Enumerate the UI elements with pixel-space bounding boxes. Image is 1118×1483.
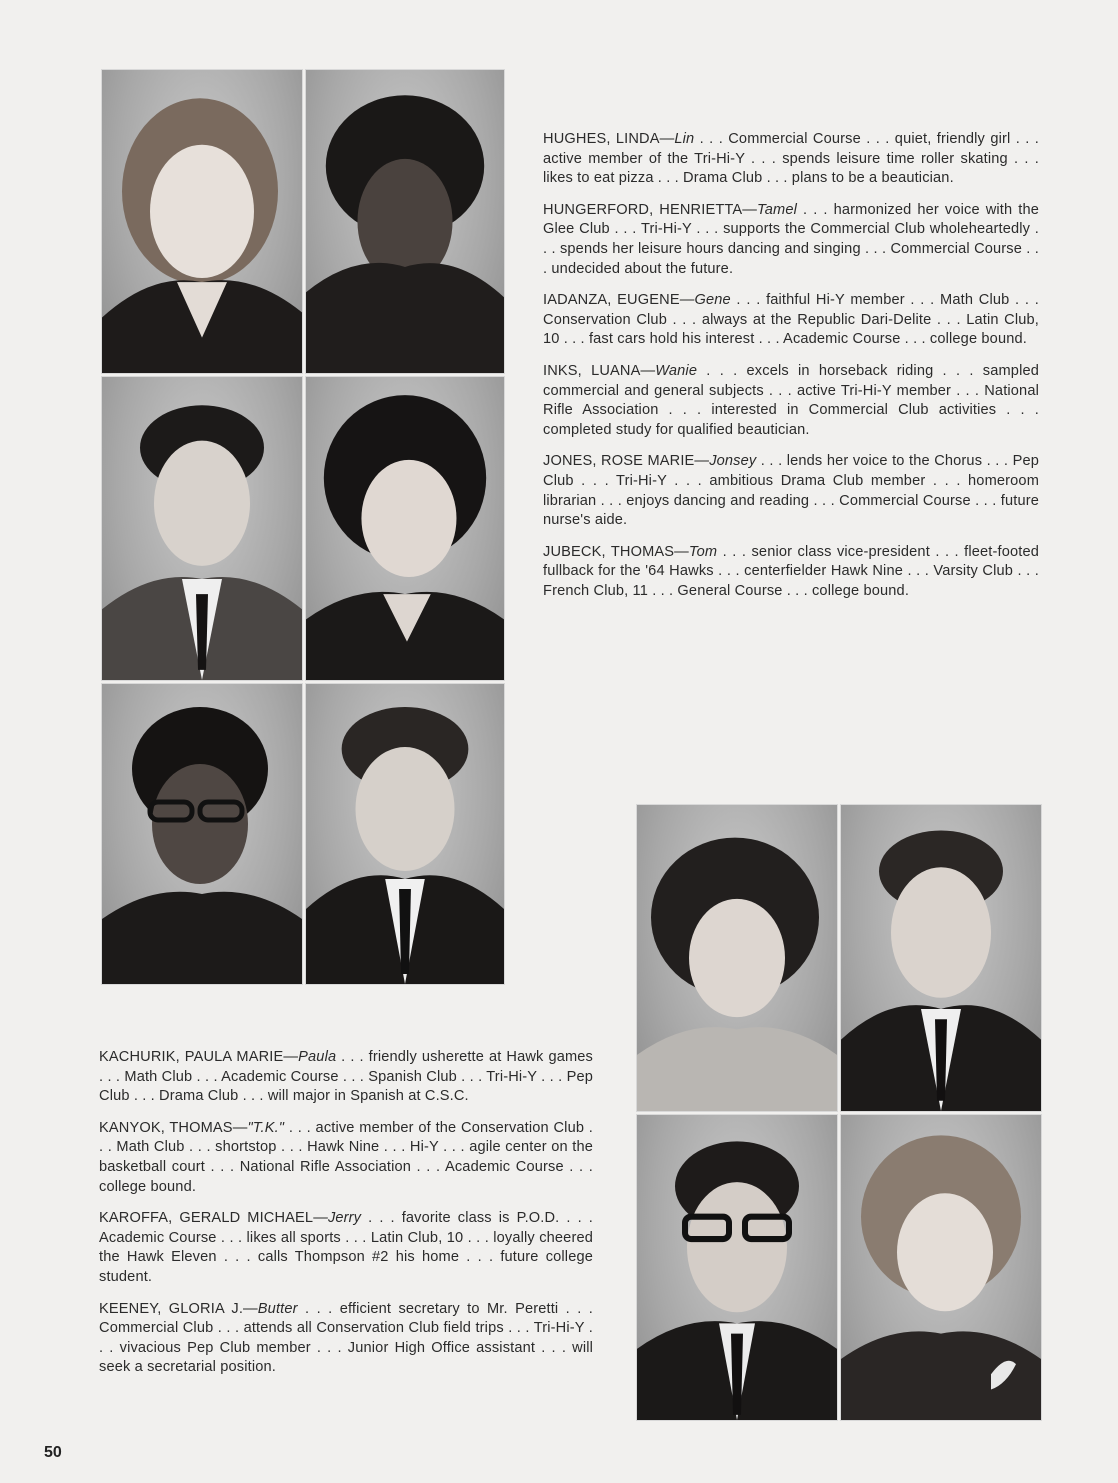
portrait-jubeck-thomas (305, 683, 505, 985)
bio-hungerford-henrietta: HUNGERFORD, HENRIETTA—Tamel . . . harmonized her voice with the Glee Club . . . Tri-Hi-Y . . . supports the Commercial Club wholeheartedly . . . spends her leisure hours dancing and singing . . . Commercial Course . . . undecided about the future. (543, 201, 1040, 277)
bio-kachurik-paula-marie: KACHURIK, PAULA MARIE—Paula . . . friendly usherette at Hawk games . . . Math Club . . . Academic Course . . . Spanish Club . . . Tri-Hi-Y . . . Pep Club . . . Drama Club . . . will major in Spanish at C.S.C. (99, 1049, 593, 1105)
portrait-keeney-gloria (840, 1114, 1042, 1421)
portrait-hughes-linda (101, 69, 303, 374)
portrait-iadanza-eugene (101, 376, 303, 681)
bio-column-right (543, 130, 1039, 613)
bio-kanyok-thomas: KANYOK, THOMAS—"T.K." . . . active member of the Conservation Club . . . Math Club . . . shortstop . . . Hawk Nine . . . Hi-Y . . . agile center on the basketball court . . . National Rifle Association . . . Academic Course . . . college bound. (99, 1119, 594, 1195)
portrait-karoffa-gerald-michael (636, 1114, 838, 1421)
bio-keeney-gloria: KEENEY, GLORIA J.—Butter . . . efficient secretary to Mr. Peretti . . . Commercial Club . . . attends all Conservation Club field trips . . . Tri-Hi-Y . . . vivacious Pep Club member . . . Junior High Office assistant . . . will seek a secretarial position. (99, 1300, 593, 1376)
bio-iadanza-eugene: IADANZA, EUGENE—Gene . . . faithful Hi-Y member . . . Math Club . . . Conservation Club . . . always at the Republic Dari-Delite . . . Latin Club, 10 . . . fast cars hold his interest . . . Academic Course . . . college bound. (543, 292, 1039, 348)
portrait-inks-luana (305, 376, 505, 681)
page-number: 50 (44, 1444, 62, 1461)
portrait-hungerford-henrietta (305, 69, 505, 374)
bio-hughes-linda: HUGHES, LINDA—Lin . . . Commercial Course . . . quiet, friendly girl . . . active member of the Tri-Hi-Y . . . spends leisure time roller skating . . . likes to eat pizza . . . Drama Club . . . plans to be a beautician. (543, 131, 1039, 187)
portrait-jones-rose-marie (101, 683, 303, 985)
bio-jubeck-thomas: JUBECK, THOMAS—Tom . . . senior class vice-president . . . fleet-footed fullback for the '64 Hawks . . . centerfielder Hawk Nine . . . Varsity Club . . . French Club, 11 . . . General Course . . . college bound. (543, 543, 1039, 599)
bio-karoffa-gerald-michael: KAROFFA, GERALD MICHAEL—Jerry . . . favorite class is P.O.D. . . . Academic Course . . . likes all sports . . . Latin Club, 10 . . . loyally cheered the Hawk Eleven . . . calls Thompson #2 his home . . . future college student. (99, 1210, 593, 1285)
bio-jones-rose-marie: JONES, ROSE MARIE—Jonsey . . . lends her voice to the Chorus . . . Pep Club . . . Tri-Hi-Y . . . ambitious Drama Club member . . . homeroom librarian . . . enjoys dancing and reading . . . Commercial Course . . . future nurse's aide. (543, 453, 1039, 529)
portrait-kachurik-paula-marie (636, 804, 838, 1112)
portrait-kanyok-thomas (840, 804, 1042, 1112)
bio-inks-luana: INKS, LUANA—Wanie . . . excels in horseback riding . . . sampled commercial and general subjects . . . active Tri-Hi-Y member . . . National Rifle Association . . . interested in Commercial Club activities . . . completed study for qualified beautician. (543, 362, 1039, 438)
bio-column-left (99, 1048, 593, 1390)
